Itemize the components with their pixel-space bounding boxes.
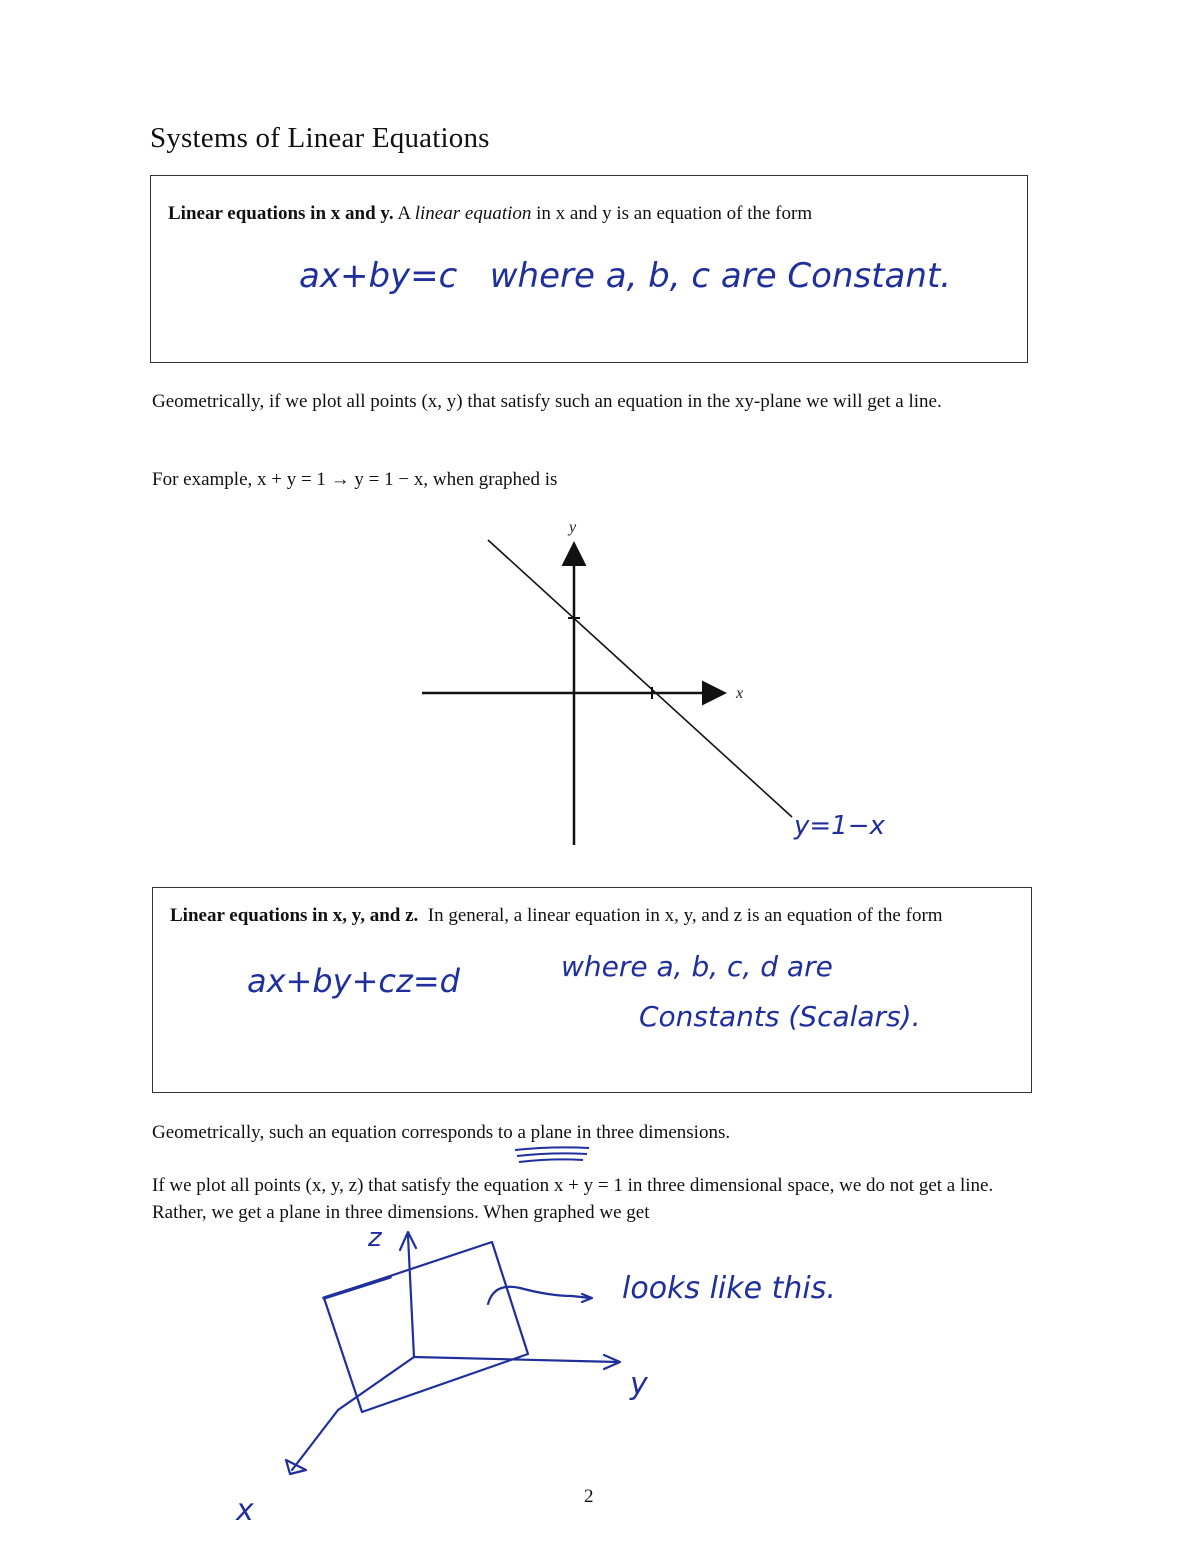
- pointer-arrow: [488, 1287, 590, 1304]
- paragraph-geometric-line: Geometrically, if we plot all points (x, y) that satisfy such an equation in the xy-plane we will get a line.: [152, 391, 942, 412]
- handwritten-equation-xy: ax+by=c where a, b, c are Constant.: [299, 256, 952, 296]
- definition-heading-xy: Linear equations in x and y.: [168, 203, 394, 224]
- graph-line: [488, 540, 792, 817]
- sketch-y-label: y: [630, 1367, 648, 1402]
- z-axis: [408, 1236, 414, 1357]
- plane-sketch: [220, 1222, 900, 1522]
- line-graph: [400, 510, 920, 860]
- y-axis-label: y: [569, 519, 577, 536]
- definition-box-xy: [150, 175, 1028, 363]
- double-underline-icon: [513, 1144, 593, 1166]
- x-axis-label: x: [736, 685, 744, 702]
- definition-box-xyz: [152, 887, 1032, 1093]
- term-linear-equation: linear equation: [414, 203, 532, 224]
- x-arrow-icon: [286, 1460, 306, 1474]
- definition-heading-xyz: Linear equations in x, y, and z.: [170, 905, 419, 926]
- plane-edge-emphasis: [324, 1277, 390, 1298]
- line-equation-label: y=1−x: [794, 811, 885, 841]
- handwritten-equation-xyz: ax+by+cz=d: [247, 962, 460, 1000]
- page-title: Systems of Linear Equations: [150, 122, 490, 154]
- paragraph-example: For example, x + y = 1 → y = 1 − x, when graphed is: [152, 469, 558, 490]
- sketch-note: looks like this.: [622, 1271, 836, 1306]
- sketch-z-label: z: [368, 1223, 382, 1253]
- definition-text-xy: Linear equations in x and y. A linear equation in x and y is an equation of the form: [168, 203, 813, 224]
- handwritten-note-constants: where a, b, c, d are: [561, 950, 833, 983]
- page-number: 2: [584, 1486, 594, 1507]
- sketch-x-label: x: [236, 1493, 254, 1522]
- handwritten-note-scalars: Constants (Scalars).: [639, 1000, 921, 1033]
- paragraph-plane-example: If we plot all points (x, y, z) that satisfy the equation x + y = 1 in three dimensional space, we do not get a line. Rather, we get a plane in three dimensions. When graphed we get: [152, 1175, 994, 1223]
- paragraph-geometric-plane: Geometrically, such an equation corresponds to a plane in three dimensions.: [152, 1119, 1032, 1146]
- underlined-a-plane: a plane: [517, 1122, 571, 1143]
- definition-text-xyz: Linear equations in x, y, and z. In general, a linear equation in x, y, and z is an equation of the form: [170, 905, 943, 926]
- plane-outline: [324, 1242, 528, 1412]
- x-axis-sketch: [292, 1357, 414, 1470]
